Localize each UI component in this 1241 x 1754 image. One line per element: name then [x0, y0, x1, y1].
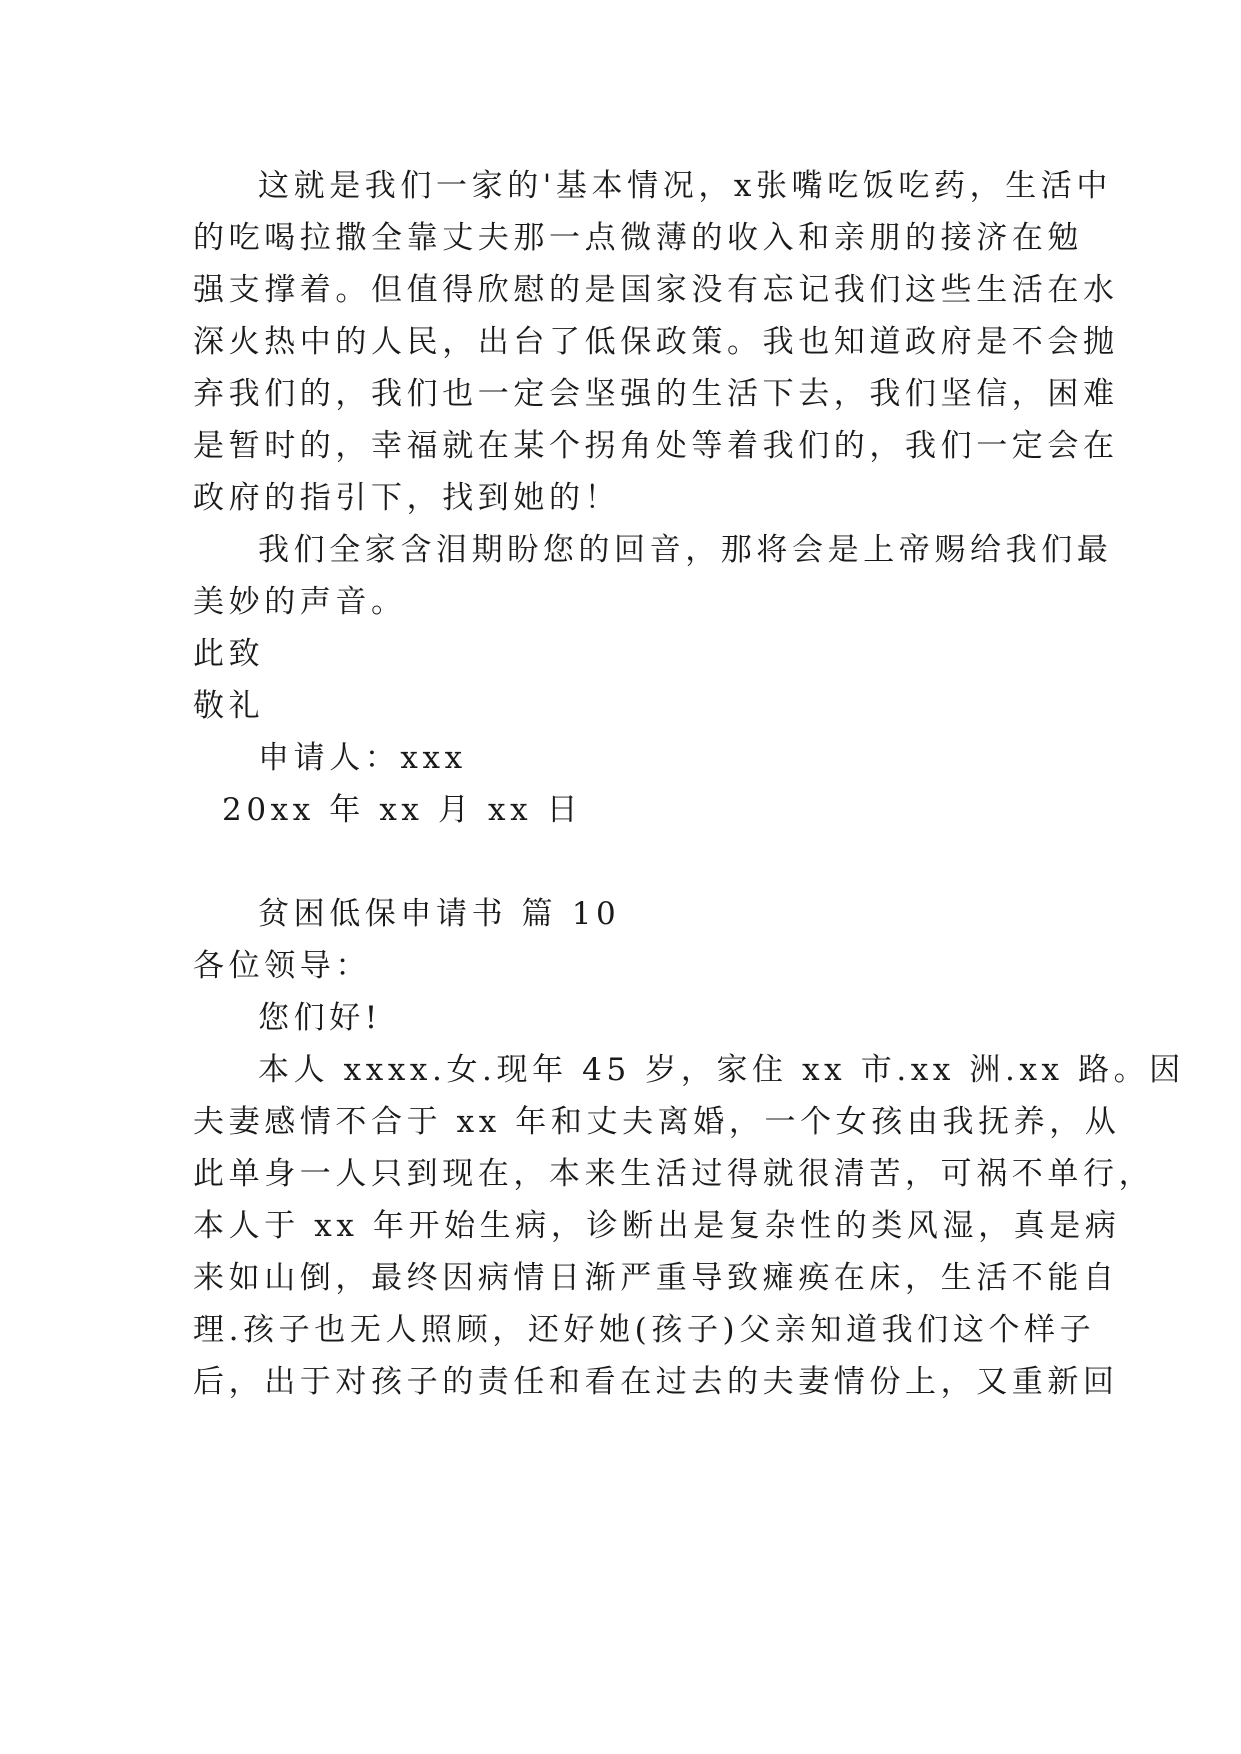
paragraph-line: 美妙的声音。	[193, 584, 407, 620]
closing-line: 敬礼	[193, 688, 265, 724]
paragraph-line: 弃我们的，我们也一定会坚强的生活下去，我们坚信，困难	[193, 376, 1119, 412]
paragraph-line: 来如山倒，最终因病情日渐严重导致瘫痪在床，生活不能自	[193, 1260, 1119, 1296]
paragraph-line: 本人于 xx 年开始生病，诊断出是复杂性的类风湿，真是病	[193, 1208, 1121, 1244]
date-line: 20xx 年 xx 月 xx 日	[222, 792, 583, 828]
paragraph-line: 的吃喝拉撒全靠丈夫那一点微薄的收入和亲朋的接济在勉	[193, 220, 1083, 256]
closing-line: 此致	[193, 636, 265, 672]
paragraph-line: 本人 xxxx.女.现年 45 岁，家住 xx 市.xx 洲.xx 路。因	[258, 1052, 1185, 1088]
paragraph-line: 是暂时的，幸福就在某个拐角处等着我们的，我们一定会在	[193, 428, 1119, 464]
applicant-line: 申请人：xxx	[258, 740, 467, 776]
greeting: 您们好!	[258, 1000, 382, 1036]
paragraph-line: 深火热中的人民，出台了低保政策。我也知道政府是不会抛	[193, 324, 1119, 360]
paragraph-line: 此单身一人只到现在，本来生活过得就很清苦，可祸不单行，	[193, 1156, 1155, 1192]
salutation: 各位领导：	[193, 948, 371, 984]
paragraph-line: 强支撑着。但值得欣慰的是国家没有忘记我们这些生活在水	[193, 272, 1119, 308]
paragraph-line: 我们全家含泪期盼您的回音，那将会是上帝赐给我们最	[258, 532, 1113, 568]
paragraph-line: 这就是我们一家的'基本情况，x张嘴吃饭吃药，生活中	[258, 168, 1113, 204]
paragraph-line: 后，出于对孩子的责任和看在过去的夫妻情份上，又重新回	[193, 1364, 1119, 1400]
section-title: 贫困低保申请书 篇 10	[258, 896, 621, 932]
paragraph-line: 理.孩子也无人照顾，还好她(孩子)父亲知道我们这个样子	[193, 1312, 1096, 1348]
paragraph-line: 政府的指引下，找到她的！	[193, 480, 621, 516]
paragraph-line: 夫妻感情不合于 xx 年和丈夫离婚，一个女孩由我抚养，从	[193, 1104, 1121, 1140]
